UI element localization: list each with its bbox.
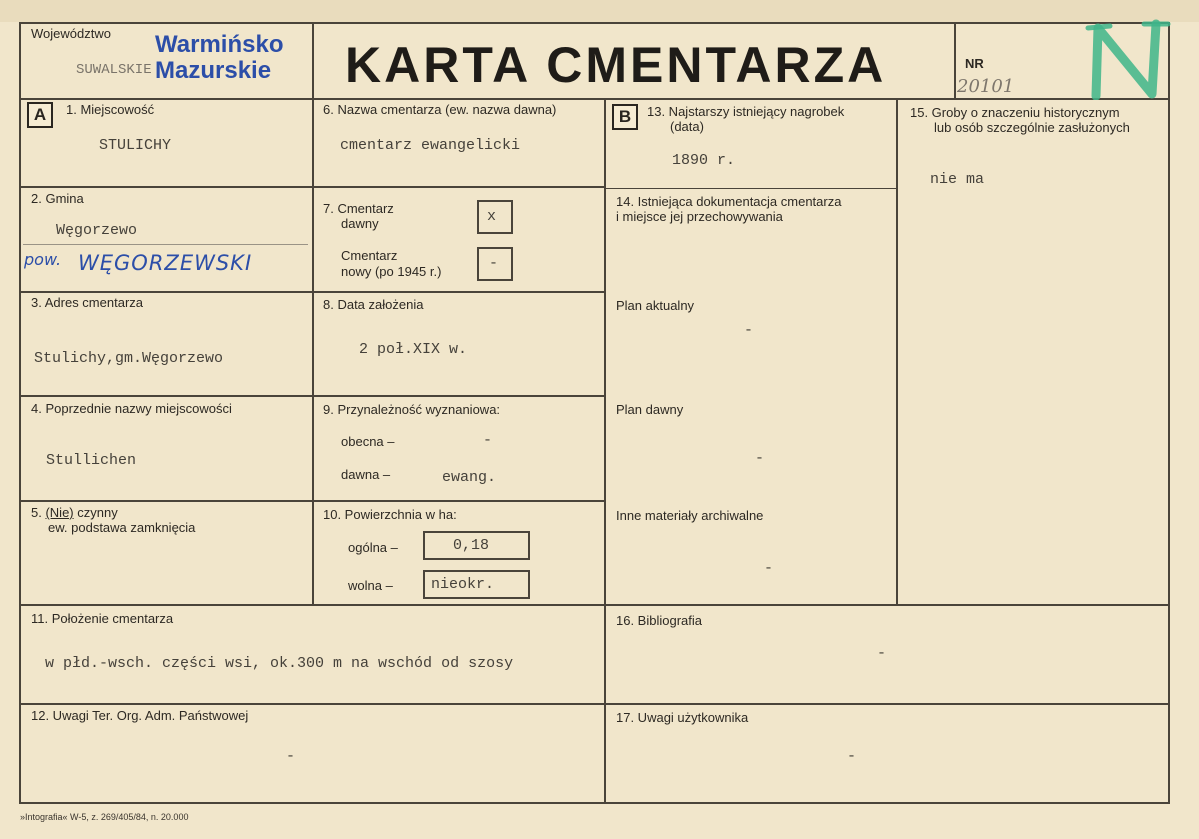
field-2-value: Węgorzewo	[56, 222, 138, 239]
field-15-label-1: 15. Groby o znaczeniu historycznym	[910, 105, 1120, 120]
field-1-label: 1. Miejscowość	[66, 102, 155, 117]
field-1-value: STULICHY	[99, 137, 172, 154]
field-4-label: 4. Poprzednie nazwy miejscowości	[31, 401, 232, 416]
header-divider	[19, 98, 1170, 100]
col-divider-ab	[604, 98, 606, 804]
wojewodztwo-typed: SUWALSKIE	[76, 62, 152, 78]
checkbox-dawny-mark: x	[487, 208, 497, 225]
field-14-label-1: 14. Istniejąca dokumentacja cmentarza	[616, 194, 842, 209]
field-7-nowy-label-1: Cmentarz	[341, 248, 398, 263]
field-5-label	[31, 505, 118, 520]
stamp-line-1: Warmińsko	[155, 31, 284, 58]
field-8-value: 2 poł.XIX w.	[359, 341, 468, 358]
field-5-number: 5.	[31, 505, 42, 520]
field-9-dawna-label: dawna –	[341, 467, 391, 482]
field-5-czynny: czynny	[77, 505, 118, 520]
field-10-ogolna-value: 0,18	[453, 537, 490, 554]
wojewodztwo-label: Województwo	[31, 26, 111, 41]
nr-value: 20101	[957, 76, 1015, 97]
plan-aktualny-label: Plan aktualny	[616, 298, 695, 313]
checkbox-dawny[interactable]	[477, 200, 513, 234]
field-16-value: -	[877, 645, 887, 662]
field-6-value: cmentarz ewangelicki	[340, 137, 521, 154]
field-10-ogolna-box[interactable]	[423, 531, 530, 560]
plan-dawny-label: Plan dawny	[616, 402, 684, 417]
field-3-value: Stulichy,gm.Węgorzewo	[34, 350, 224, 367]
plan-aktualny-value: -	[744, 322, 754, 339]
field-17-value: -	[847, 748, 857, 765]
field-11-label: 11. Położenie cmentarza	[31, 611, 174, 626]
field-17-label: 17. Uwagi użytkownika	[616, 710, 749, 725]
checkbox-nowy[interactable]	[477, 247, 513, 281]
green-marker-letter	[1082, 18, 1172, 100]
field-5-sub-label: ew. podstawa zamknięcia	[48, 520, 196, 535]
field-10-wolna-box[interactable]	[423, 570, 530, 599]
field-2-label: 2. Gmina	[31, 191, 84, 206]
card-title: KARTA CMENTARZA	[345, 37, 887, 93]
field-11-value: w płd.-wsch. części wsi, ok.300 m na wschód od szosy	[45, 655, 514, 672]
field-12-label: 12. Uwagi Ter. Org. Adm. Państwowej	[31, 708, 249, 723]
field-14-label-2: i miejsce jej przechowywania	[616, 209, 783, 224]
field-16-label: 16. Bibliografia	[616, 613, 702, 628]
field-15-value: nie ma	[930, 171, 985, 188]
card-top-edge	[0, 0, 1199, 22]
field-8-label: 8. Data założenia	[323, 297, 424, 312]
col-divider-a	[312, 22, 314, 604]
field-3-label: 3. Adres cmentarza	[31, 295, 143, 310]
field-9-obecna-value: -	[483, 432, 493, 449]
inne-materialy-value: -	[764, 560, 774, 577]
nr-label: NR	[965, 56, 984, 71]
field-9-dawna-value: ewang.	[442, 469, 497, 486]
field-2-pow-value: WĘGORZEWSKI	[78, 251, 253, 275]
printer-imprint: »Intografia« W-5, z. 269/405/84, n. 20.000	[20, 812, 189, 822]
plan-dawny-value: -	[755, 450, 765, 467]
field-2-pow-prefix: pow.	[24, 250, 62, 269]
field-10-label: 10. Powierzchnia w ha:	[323, 507, 457, 522]
b-divider-13-14	[604, 188, 896, 189]
field-9-label: 9. Przynależność wyznaniowa:	[323, 402, 501, 417]
section-b-badge: B	[612, 104, 638, 130]
field-10-ogolna-label: ogólna –	[348, 540, 398, 555]
field-13-value: 1890 r.	[672, 152, 736, 169]
inne-materialy-label: Inne materiały archiwalne	[616, 508, 764, 523]
row-divider-5	[19, 604, 1170, 606]
field-4-value: Stullichen	[46, 452, 137, 469]
field-13-label-2: (data)	[670, 119, 704, 134]
field-7-nowy-label-2: nowy (po 1945 r.)	[341, 264, 442, 279]
field-10-wolna-value: nieokr.	[431, 576, 495, 593]
field-9-obecna-label: obecna –	[341, 434, 395, 449]
field-15-label-2: lub osób szczególnie zasłużonych	[934, 120, 1130, 135]
nr-divider	[954, 22, 956, 98]
field-10-wolna-label: wolna –	[348, 578, 393, 593]
col-divider-b	[896, 98, 898, 604]
field-12-value: -	[286, 748, 296, 765]
section-a-badge: A	[27, 102, 53, 128]
checkbox-nowy-mark: -	[489, 255, 499, 272]
field-13-label-1: 13. Najstarszy istniejący nagrobek	[647, 104, 845, 119]
stamp-line-2: Mazurskie	[155, 57, 272, 84]
field-7-dawny-label: dawny	[341, 216, 379, 231]
field-5-nie: (Nie)	[45, 505, 74, 520]
row-divider-6	[19, 703, 1170, 705]
field-7-label: 7. Cmentarz	[323, 201, 394, 216]
gmina-underline	[23, 244, 308, 245]
field-6-label: 6. Nazwa cmentarza (ew. nazwa dawna)	[323, 102, 557, 117]
